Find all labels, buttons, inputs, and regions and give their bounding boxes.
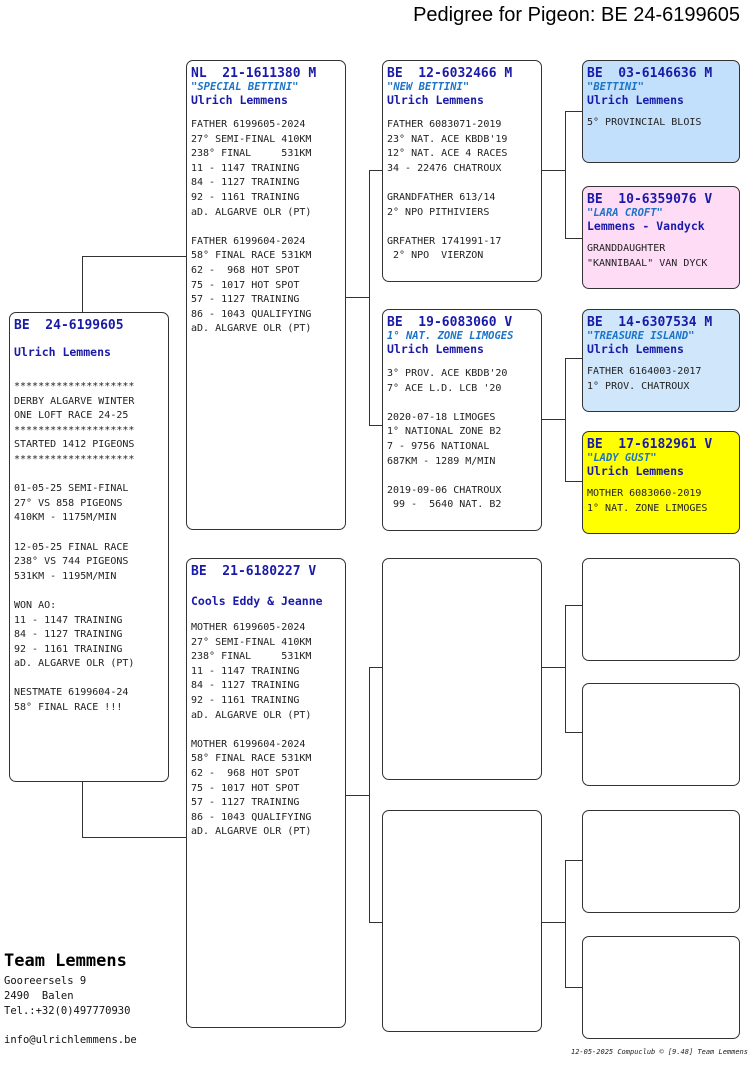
- subject-pigeon-card: [9, 312, 169, 782]
- fmf-nickname: "TREASURE ISLAND": [587, 330, 695, 342]
- subject-owner: Ulrich Lemmens: [14, 345, 111, 359]
- footer-print-stamp: 12-05-2025 Compuclub © [9.48] Team Lemmens: [570, 1048, 748, 1056]
- connector-line: [542, 170, 566, 171]
- fm-owner: Ulrich Lemmens: [387, 342, 484, 356]
- father-nickname: "SPECIAL BETTINI": [191, 81, 299, 93]
- father-info: FATHER 6199605-2024 27° SEMI-FINAL 410KM 238° FINAL 531KM 11 - 1147 TRAINING 84 - 1127 TRAINING 92 - 1161 TRAINING aD. ALGARVE OLR (PT) FATHER 6199604-2024 58° FINAL RACE 531KM 62 - 968 HOT SPOT 75 - 1017 HOT SPOT 57 - 1127 TRAINING 86 - 1043 QUALIFYING aD. ALGARVE OLR (PT): [191, 119, 312, 335]
- great-grandparent-empty-card: [582, 683, 740, 786]
- mother-info: MOTHER 6199605-2024 27° SEMI-FINAL 410KM 238° FINAL 531KM 11 - 1147 TRAINING 84 - 1127 TRAINING 92 - 1161 TRAINING aD. ALGARVE OLR (PT) MOTHER 6199604-2024 58° FINAL RACE 531KM 62 - 968 HOT SPOT 75 - 1017 HOT SPOT 57 - 1127 TRAINING 86 - 1043 QUALIFYING aD. ALGARVE OLR (PT): [191, 622, 312, 838]
- fmm-owner: Ulrich Lemmens: [587, 464, 684, 478]
- fm-ring-number: BE 19-6083060 V: [387, 315, 513, 330]
- connector-line: [369, 425, 382, 426]
- connector-line: [369, 170, 370, 425]
- connector-line: [542, 419, 566, 420]
- connector-line: [565, 358, 582, 359]
- connector-line: [82, 781, 83, 838]
- father-owner: Ulrich Lemmens: [191, 93, 288, 107]
- connector-line: [565, 481, 582, 482]
- subject-ring-number: BE 24-6199605: [14, 318, 124, 333]
- father-ring-number: NL 21-1611380 M: [191, 66, 317, 81]
- footer-team-name: Team Lemmens: [4, 951, 127, 971]
- connector-line: [565, 111, 582, 112]
- page-title: Pedigree for Pigeon: BE 24-6199605: [413, 4, 740, 26]
- connector-line: [369, 667, 370, 922]
- connector-line: [82, 256, 83, 313]
- great-grandparent-empty-card: [582, 936, 740, 1039]
- fmf-info: FATHER 6164003-2017 1° PROV. CHATROUX: [587, 366, 702, 392]
- footer-address: Gooreersels 9 2490 Balen Tel.:+32(0)497770930: [4, 975, 131, 1017]
- fff-nickname: "BETTINI": [587, 81, 644, 93]
- fmm-nickname: "LADY GUST": [587, 452, 657, 464]
- connector-line: [565, 732, 582, 733]
- footer-email: info@ulrichlemmens.be: [4, 1034, 137, 1046]
- mother-ring-number: BE 21-6180227 V: [191, 564, 317, 579]
- connector-line: [346, 297, 370, 298]
- connector-line: [565, 860, 582, 861]
- ff-ring-number: BE 12-6032466 M: [387, 66, 513, 81]
- fm-nickname: 1° NAT. ZONE LIMOGES: [387, 330, 514, 342]
- great-grandmother-ffm-card: [582, 186, 740, 289]
- ff-owner: Ulrich Lemmens: [387, 93, 484, 107]
- connector-line: [369, 667, 382, 668]
- fm-info: 3° PROV. ACE KBDB'20 7° ACE L.D. LCB '20 2020-07-18 LIMOGES 1° NATIONAL ZONE B2 7 - 9756 NATIONAL 687KM - 1289 M/MIN 2019-09-06 CHATROUX 99 - 5640 NAT. B2: [387, 368, 508, 511]
- connector-line: [565, 987, 582, 988]
- paternal-grandfather-card: [382, 60, 542, 282]
- great-grandparent-empty-card: [582, 810, 740, 913]
- connector-line: [565, 111, 566, 239]
- connector-line: [369, 922, 382, 923]
- ffm-info: GRANDDAUGHTER "KANNIBAAL" VAN DYCK: [587, 243, 708, 269]
- maternal-grandfather-card: [382, 558, 542, 780]
- fmf-owner: Ulrich Lemmens: [587, 342, 684, 356]
- ffm-ring-number: BE 10-6359076 V: [587, 192, 713, 207]
- connector-line: [565, 358, 566, 482]
- fmm-ring-number: BE 17-6182961 V: [587, 437, 713, 452]
- ff-nickname: "NEW BETTINI": [387, 81, 470, 93]
- connector-line: [542, 922, 566, 923]
- father-card: [186, 60, 346, 530]
- connector-line: [565, 238, 582, 239]
- ffm-nickname: "LARA CROFT": [587, 207, 663, 219]
- connector-line: [82, 837, 187, 838]
- ffm-owner: Lemmens - Vandyck: [587, 219, 705, 233]
- fmf-ring-number: BE 14-6307534 M: [587, 315, 713, 330]
- connector-line: [346, 795, 370, 796]
- great-grandparent-empty-card: [582, 558, 740, 661]
- connector-line: [542, 667, 566, 668]
- maternal-grandmother-card: [382, 810, 542, 1032]
- fff-ring-number: BE 03-6146636 M: [587, 66, 713, 81]
- subject-info: ******************** DERBY ALGARVE WINTER ONE LOFT RACE 24-25 ******************** STARTED 1412 PIGEONS ******************** 01-05-25 SEMI-FINAL 27° VS 858 PIGEONS 410KM - 1175M/MIN 12-05-25 FINAL RACE 238° VS 744 PIGEONS 531KM - 1195M/MIN WON AO: 11 - 1147 TRAINING 84 - 1127 TRAINING 92 - 1161 TRAINING aD. ALGARVE OLR (PT) NESTMATE 6199604-24 58° FINAL RACE !!!: [14, 381, 135, 714]
- fmm-info: MOTHER 6083060-2019 1° NAT. ZONE LIMOGES: [587, 488, 708, 514]
- connector-line: [565, 860, 566, 988]
- fff-info: 5° PROVINCIAL BLOIS: [587, 117, 702, 128]
- connector-line: [82, 256, 187, 257]
- connector-line: [565, 605, 566, 733]
- mother-card: [186, 558, 346, 1028]
- ff-info: FATHER 6083071-2019 23° NAT. ACE KBDB'19 12° NAT. ACE 4 RACES 34 - 22476 CHATROUX GRANDFATHER 613/14 2° NPO PITHIVIERS GRFATHER 1741991-17 2° NPO VIERZON: [387, 119, 508, 262]
- mother-owner: Cools Eddy & Jeanne: [191, 594, 323, 608]
- great-grandfather-fff-card: [582, 60, 740, 163]
- fff-owner: Ulrich Lemmens: [587, 93, 684, 107]
- great-grandmother-fmm-card: [582, 431, 740, 534]
- connector-line: [565, 605, 582, 606]
- paternal-grandmother-card: [382, 309, 542, 531]
- connector-line: [369, 170, 382, 171]
- great-grandfather-fmf-card: [582, 309, 740, 412]
